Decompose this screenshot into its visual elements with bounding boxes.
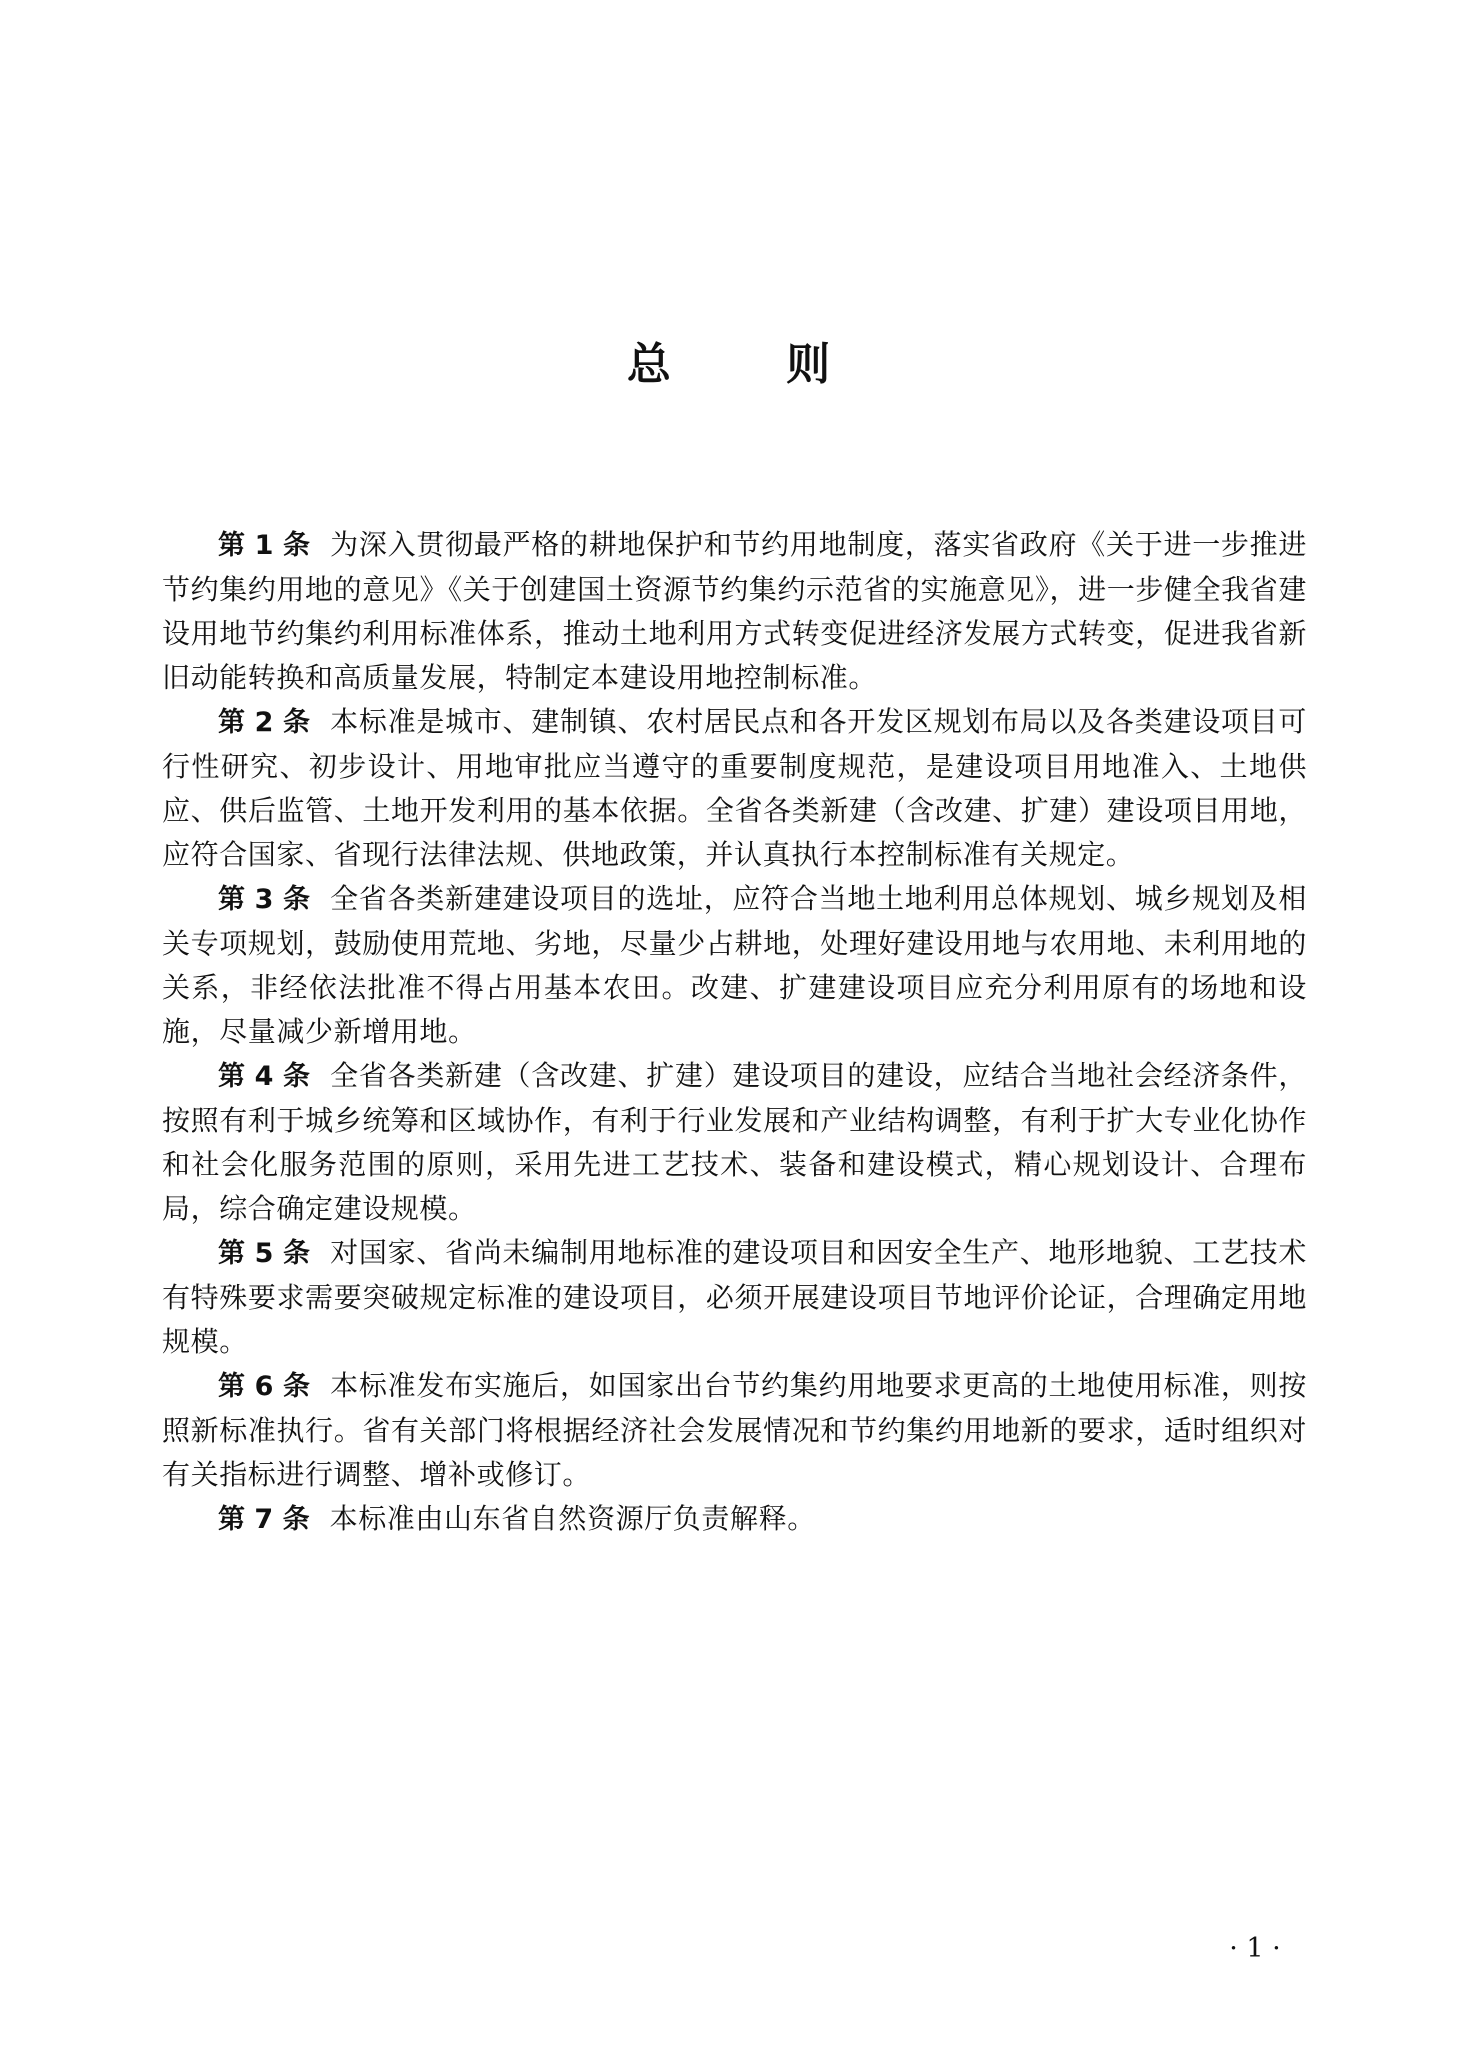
article-text: 为深入贯彻最严格的耕地保护和节约用地制度，落实省政府《关于进一步推进节约集约用地的意见》《关于创建国土资源节约集约示范省的实施意见》，进一步健全我省建设用地节约集约利用标准体系，推动土地利用方式转变促进经济发展方式转变，促进我省新旧动能转换和高质量发展，特制定本建设用地控制标准。 [162,528,1308,694]
document-body [162,523,1307,1542]
article-text: 本标准由山东省自然资源厅负责解释。 [329,1502,816,1535]
article-4 [162,1054,1307,1231]
article-text: 本标准是城市、建制镇、农村居民点和各开发区规划布局以及各类建设项目可行性研究、初步设计、用地审批应当遵守的重要制度规范，是建设项目用地准入、土地供应、供后监管、土地开发利用的基本依据。全省各类新建（含改建、扩建）建设项目用地，应符合国家、省现行法律法规、供地政策，并认真执行本控制标准有关规定。 [162,705,1308,871]
article-label: 第 5 条 [218,1238,311,1269]
article-text: 全省各类新建建设项目的选址，应符合当地土地利用总体规划、城乡规划及相关专项规划，鼓励使用荒地、劣地，尽量少占耕地，处理好建设用地与农用地、未利用地的关系，非经依法批准不得占用基本农田。改建、扩建建设项目应充分利用原有的场地和设施，尽量减少新增用地。 [162,882,1308,1048]
article-label: 第 1 条 [218,530,311,561]
article-label: 第 6 条 [218,1371,311,1402]
article-text: 本标准发布实施后，如国家出台节约集约用地要求更高的土地使用标准，则按照新标准执行。省有关部门将根据经济社会发展情况和节约集约用地新的要求，适时组织对有关指标进行调整、增补或修订。 [162,1369,1308,1491]
article-1 [162,523,1307,700]
article-3 [162,877,1307,1054]
article-label: 第 2 条 [218,707,311,738]
article-7 [162,1497,1307,1542]
article-label: 第 7 条 [218,1504,310,1535]
article-text: 全省各类新建（含改建、扩建）建设项目的建设，应结合当地社会经济条件，按照有利于城乡统筹和区域协作，有利于行业发展和产业结构调整，有利于扩大专业化协作和社会化服务范围的原则，采用先进工艺技术、装备和建设模式，精心规划设计、合理布局，综合确定建设规模。 [162,1059,1308,1225]
article-2 [162,700,1307,877]
article-label: 第 3 条 [218,884,311,915]
article-5 [162,1231,1307,1364]
page-title: 总 则 [626,339,881,390]
article-6 [162,1364,1307,1497]
article-text: 对国家、省尚未编制用地标准的建设项目和因安全生产、地形地貌、工艺技术有特殊要求需要突破规定标准的建设项目，必须开展建设项目节地评价论证，合理确定用地规模。 [162,1236,1308,1358]
article-label: 第 4 条 [218,1061,311,1092]
page-number: · 1 · [1229,1933,1281,1964]
